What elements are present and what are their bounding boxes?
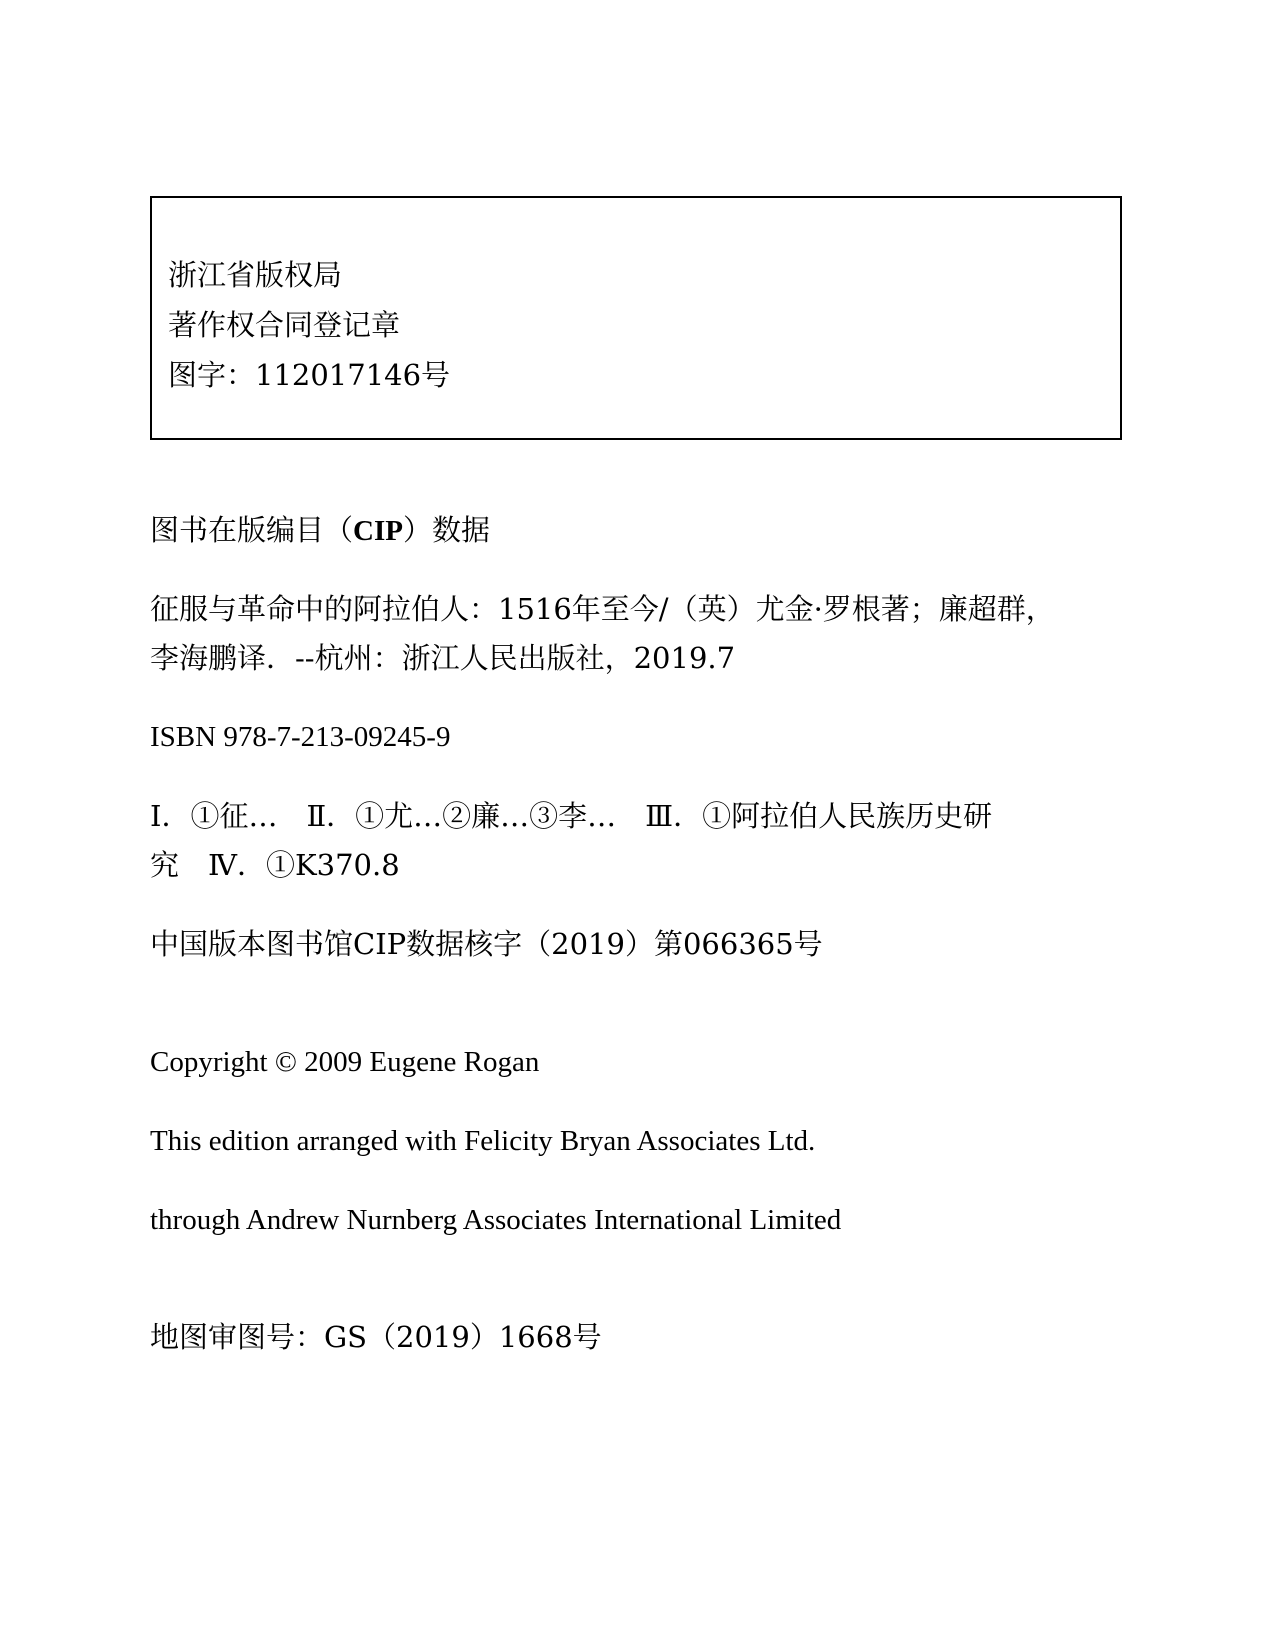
cip-heading-suffix: ）数据 bbox=[402, 513, 490, 547]
cip-classification-line-2: 究 Ⅳ．①K370.8 bbox=[150, 848, 400, 882]
isbn: ISBN 978-7-213-09245-9 bbox=[150, 721, 451, 753]
cip-verification-number: 中国版本图书馆CIP数据核字（2019）第066365号 bbox=[150, 927, 823, 961]
registration-seal-title: 著作权合同登记章 bbox=[168, 308, 401, 342]
cip-heading bbox=[150, 505, 490, 556]
registration-office: 浙江省版权局 bbox=[168, 258, 343, 292]
cip-title-line-1: 征服与革命中的阿拉伯人：1516年至今/（英）尤金·罗根著；廉超群， bbox=[150, 592, 1055, 626]
rights-agency: through Andrew Nurnberg Associates International Limited bbox=[150, 1204, 842, 1236]
cip-heading-prefix: 图书在版编目（ bbox=[150, 513, 354, 547]
cip-title-line-2: 李海鹏译．--杭州：浙江人民出版社，2019.7 bbox=[150, 641, 736, 675]
cip-heading-bold: CIP bbox=[353, 515, 403, 547]
copyright-registration-stamp-box bbox=[150, 196, 1122, 440]
copyright-notice: Copyright © 2009 Eugene Rogan bbox=[150, 1046, 540, 1078]
cip-classification-line-1: Ⅰ．①征… Ⅱ．①尤…②廉…③李… Ⅲ．①阿拉伯人民族历史研 bbox=[150, 799, 993, 833]
edition-arrangement: This edition arranged with Felicity Bryan Associates Ltd. bbox=[150, 1125, 816, 1157]
map-review-number: 地图审图号：GS（2019）1668号 bbox=[150, 1320, 602, 1354]
registration-number: 图字：112017146号 bbox=[168, 358, 451, 392]
